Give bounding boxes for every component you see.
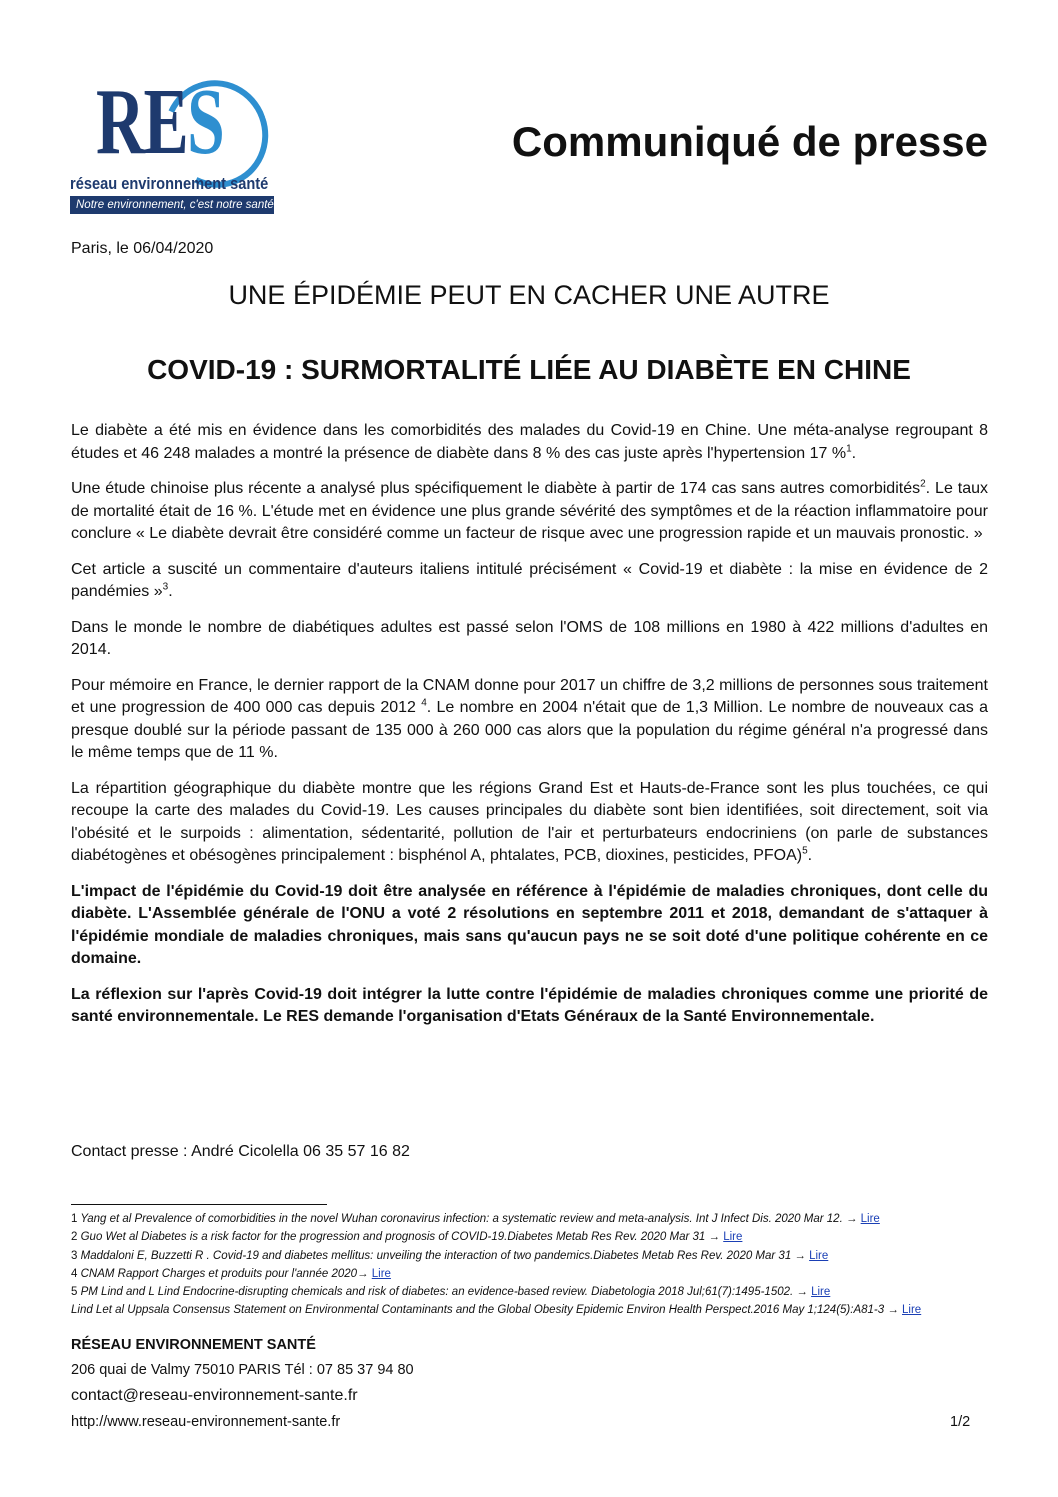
paragraph-text: Une étude chinoise plus récente a analysé plus spécifiquement le diabète à partir de 174 cas sans autres comorbidités [71, 480, 921, 497]
paragraph-text: Dans le monde le nombre de diabétiques adultes est passé selon l'OMS de 108 millions en 1980 à 422 millions d'adultes en 2014. [71, 618, 988, 658]
body-paragraph-1 [71, 420, 988, 465]
paragraph-text: Le diabète a été mis en évidence dans les comorbidités des malades du Covid-19 en Chine. Une méta-analyse regroupant 8 études et 46 248 malades a montré la présence de diabète dans 8 % des cas juste après l'hypertension 17 % [71, 422, 988, 462]
footnote-text: Guo Wet al Diabetes is a risk factor for the progression and prognosis of COVID-19.Diabetes Metab Res Rev. 2020 Mar 31 → [80, 1231, 724, 1244]
logo-letter-s: S [187, 70, 224, 174]
logo-letter-r: R [96, 70, 144, 174]
footnotes [71, 1210, 1001, 1320]
footnote-text: Lind Let al Uppsala Consensus Statement on Environmental Contaminants and the Global Obesity Epidemic Environ Health Perspect.2016 May 1;124(5):A81-3 → [71, 1304, 903, 1317]
paragraph-text: La répartition géographique du diabète montre que les régions Grand Est et Hauts-de-France sont les plus touchées, ce qui recoupe la carte des malades du Covid-19. Les causes principales du diabète sont bien identifiées, soit directement, soit via l'obésité et le surpoids : alimentation, sédentarité, pollution de l'air et perturbateurs endocriniens (on parle de substances diabétogènes et obésogènes principalement : bisphénol A, phtalates, PCB, dioxines, pesticides, PFOA) [71, 779, 988, 864]
logo-name: réseau environnement santé [70, 174, 269, 193]
bold-paragraph-2: La réflexion sur l'après Covid-19 doit intégrer la lutte contre l'épidémie de maladies chroniques comme une priorité de santé environnementale. Le RES demande l'organisation d'Etats Généraux de la Santé Environnementale. [71, 985, 988, 1025]
body-text [71, 420, 988, 1042]
footnote-1 [71, 1210, 1001, 1228]
footnote-ref: 5 [802, 845, 808, 857]
press-contact: Contact presse : André Cicolella 06 35 57 16 82 [71, 1143, 410, 1160]
body-paragraph-5 [71, 675, 988, 765]
footnote-divider [71, 1204, 327, 1205]
footnote-link[interactable]: Lire [809, 1249, 829, 1262]
footnote-ref: 3 [162, 581, 169, 593]
footer-website: http://www.reseau-environnement-sante.fr [71, 1414, 341, 1430]
footer-email: contact@reseau-environnement-sante.fr [71, 1387, 358, 1404]
logo-letter-e: E [143, 70, 188, 174]
document-type-title: Communiqué de presse [511, 118, 988, 165]
paragraph-tail: . [168, 583, 173, 600]
footnote-2 [71, 1228, 1001, 1246]
footnote-5 [71, 1283, 1001, 1301]
footnote-link[interactable]: Lire [902, 1304, 922, 1317]
footnote-text: Maddaloni E, Buzzetti R . Covid-19 and diabetes mellitus: unveiling the interaction of two pandemics.Diabetes Metab Res Rev. 2020 Mar 31 → [80, 1249, 810, 1262]
footer-address: 206 quai de Valmy 75010 PARIS Tél : 07 85 37 94 80 [71, 1362, 414, 1378]
footnote-number: 4 [71, 1267, 78, 1280]
footnote-text: PM Lind and L Lind Endocrine-disrupting chemicals and risk of diabetes: an evidence-based review. Diabetologia 2018 Jul;61(7):1495-1502. → [80, 1286, 812, 1299]
footnote-4 [71, 1265, 1001, 1283]
footnote-link[interactable]: Lire [723, 1231, 743, 1244]
footnote-number: 2 [71, 1231, 78, 1244]
res-logo [68, 70, 278, 214]
paragraph-tail: . Le nombre en 2004 n'était que de 1,3 Million. Le nombre de nouveaux cas a presque doublé sur la période passant de 135 000 à 260 000 cas alors que la population du régime général n'a progressé dans le même temps que de 11 %. [71, 699, 988, 761]
body-paragraph-6 [71, 778, 988, 868]
footnote-3 [71, 1247, 1001, 1265]
dateline: Paris, le 06/04/2020 [71, 240, 214, 257]
logo-letters [96, 72, 223, 172]
footnote-number: 3 [71, 1249, 78, 1262]
footer-org-name: RÉSEAU ENVIRONNEMENT SANTÉ [71, 1337, 316, 1353]
footnote-ref: 2 [920, 478, 926, 490]
body-paragraph-4 [71, 617, 988, 662]
footnote-number: 5 [71, 1286, 78, 1299]
subheadline: COVID-19 : SURMORTALITÉ LIÉE AU DIABÈTE EN CHINE [147, 354, 911, 385]
page-number: 1/2 [950, 1414, 971, 1430]
footnote-ref: 4 [421, 697, 427, 709]
logo-tagline: Notre environnement, c'est notre santé [70, 196, 274, 214]
paragraph-text: Pour mémoire en France, le dernier rapport de la CNAM donne pour 2017 un chiffre de 3,2 millions de personnes sous traitement et une progression de 400 000 cas depuis 2012 [71, 676, 988, 716]
paragraph-tail: . Le taux de mortalité était de 16 %. L'étude met en évidence une plus grande sévérité des symptômes et de la réaction inflammatoire pour conclure « Le diabète devrait être considéré comme un facteur de risque avec une progression rapide et un mauvais pronostic. » [71, 480, 989, 542]
body-paragraph-2 [71, 478, 988, 546]
footnote-link[interactable]: Lire [811, 1286, 831, 1299]
footnote-5b [71, 1301, 1001, 1319]
paragraph-tail: . [851, 444, 857, 462]
paragraph-text: Cet article a suscité un commentaire d'auteurs italiens intitulé précisément « Covid-19 et diabète : la mise en évidence de 2 pandémies » [71, 560, 988, 600]
footnote-text: Yang et al Prevalence of comorbidities in the novel Wuhan coronavirus infection: a systematic review and meta-analysis. Int J Infect Dis. 2020 Mar 12. → [80, 1213, 861, 1225]
footnote-number: 1 [71, 1213, 78, 1225]
footnote-ref: 1 [846, 443, 852, 455]
paragraph-tail: . [807, 847, 813, 864]
footnote-text: CNAM Rapport Charges et produits pour l'année 2020→ [80, 1267, 372, 1280]
footnote-link[interactable]: Lire [860, 1213, 880, 1225]
bold-paragraph-1: L'impact de l'épidémie du Covid-19 doit être analysée en référence à l'épidémie de maladies chroniques, dont celle du diabète. L'Assemblée générale de l'ONU a voté 2 résolutions en septembre 2011 et 2018, demandant de s'attaquer à l'épidémie mondiale de maladies chroniques, mais sans qu'aucun pays ne se soit doté d'une politique cohérente en ce domaine. [71, 882, 988, 967]
footnote-link[interactable]: Lire [371, 1267, 391, 1280]
body-paragraph-3 [71, 559, 988, 604]
headline: UNE ÉPIDÉMIE PEUT EN CACHER UNE AUTRE [228, 280, 830, 310]
